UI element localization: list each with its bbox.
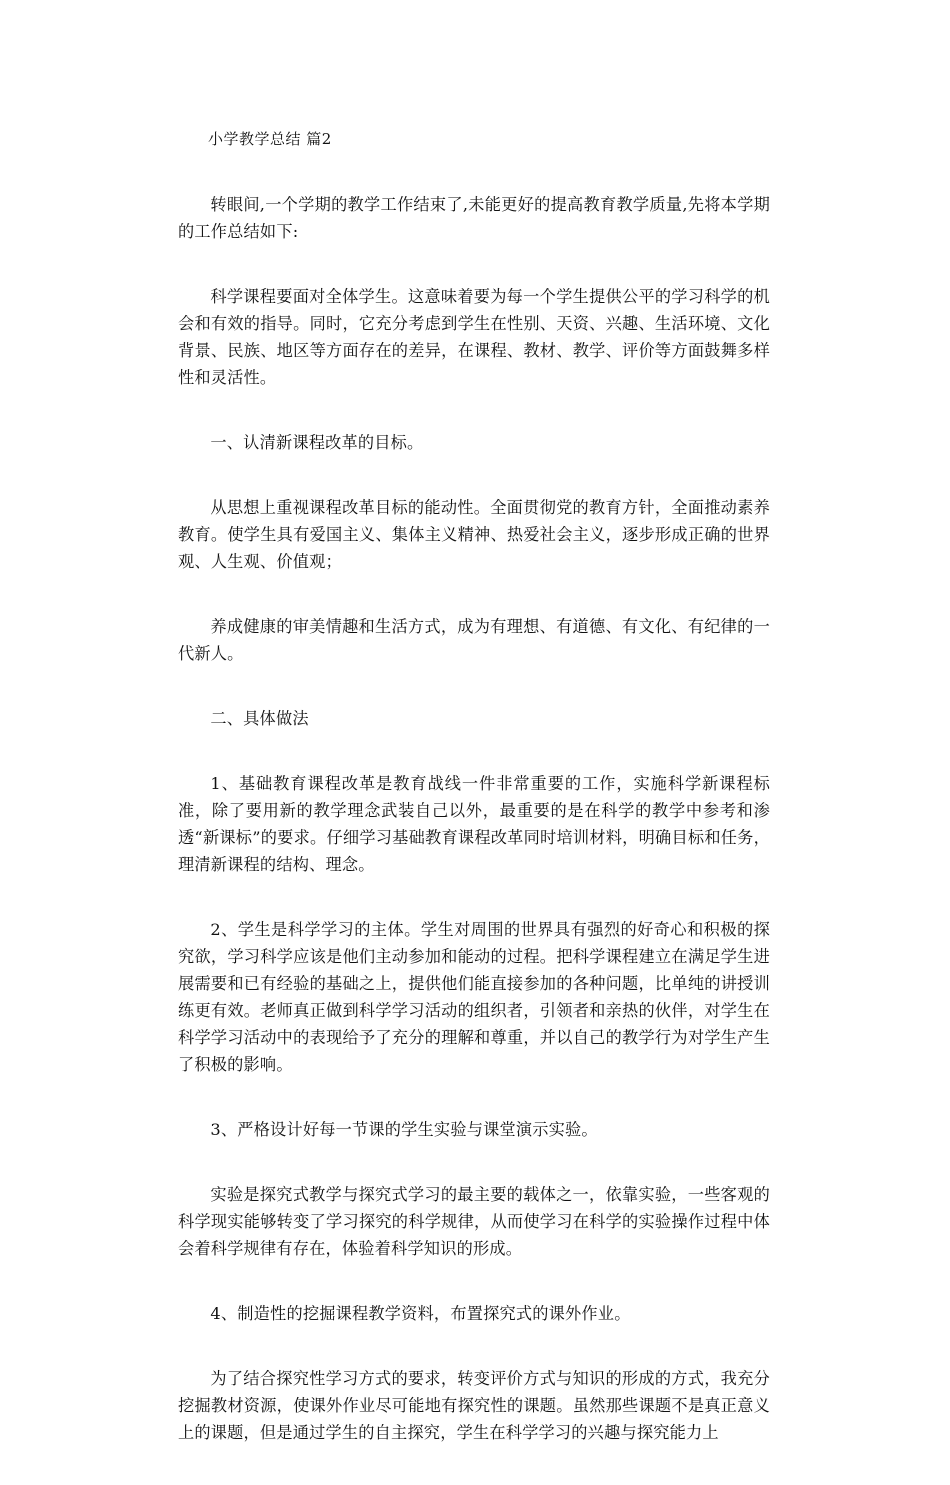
paragraph-method-3-heading: 3、严格设计好每一节课的学生实验与课堂演示实验。	[210, 1120, 598, 1139]
section-heading-methods: 二、具体做法	[210, 709, 309, 728]
paragraph-method-4-heading: 4、制造性的挖掘课程教学资料，布置探究式的课外作业。	[210, 1304, 631, 1323]
paragraph-method-2: 2、学生是科学学习的主体。学生对周围的世界具有强烈的好奇心和积极的探究欲，学习科学应该是他们主动参加和能动的过程。把科学课程建立在满足学生进展需要和已有经验的基础之上，提供他们能直接参加的各种问题，比单纯的讲授训练更有效。老师真正做到科学学习活动的组织者，引领者和亲热的伙伴，对学生在科学学习活动中的表现给予了充分的理解和尊重，并以自己的教学行为对学生产生了积极的影响。	[178, 920, 770, 1074]
paragraph-experiment: 实验是探究式教学与探究式学习的最主要的载体之一，依靠实验，一些客观的科学现实能够转变了学习探究的科学规律，从而使学习在科学的实验操作过程中体会着科学规律有存在，体验着科学知识的形成。	[178, 1185, 770, 1258]
document-title: 小学教学总结 篇2	[208, 130, 332, 148]
paragraph-intro: 转眼间,一个学期的教学工作结束了,未能更好的提高教育教学质量,先将本学期的工作总结如下:	[178, 195, 770, 241]
section-heading-goals: 一、认清新课程改革的目标。	[210, 433, 424, 452]
paragraph-method-1: 1、基础教育课程改革是教育战线一件非常重要的工作，实施科学新课程标准，除了要用新的教学理念武装自己以外，最重要的是在科学的教学中参考和渗透“新课标”的要求。仔细学习基础教育课程改革同时培训材料，明确目标和任务，理清新课程的结构、理念。	[178, 774, 770, 874]
document-body	[178, 126, 770, 1485]
paragraph-new-generation: 养成健康的审美情趣和生活方式，成为有理想、有道德、有文化、有纪律的一代新人。	[178, 617, 770, 663]
paragraph-goals-detail: 从思想上重视课程改革目标的能动性。全面贯彻党的教育方针，全面推动素养教育。使学生具有爱国主义、集体主义精神、热爱社会主义，逐步形成正确的世界观、人生观、价值观；	[178, 498, 770, 571]
paragraph-homework: 为了结合探究性学习方式的要求，转变评价方式与知识的形成的方式，我充分挖掘教材资源，使课外作业尽可能地有探究性的课题。虽然那些课题不是真正意义上的课题，但是通过学生的自主探究，学生在科学学习的兴趣与探究能力上	[178, 1369, 770, 1442]
paragraph-course-overview: 科学课程要面对全体学生。这意味着要为每一个学生提供公平的学习科学的机会和有效的指导。同时，它充分考虑到学生在性别、天资、兴趣、生活环境、文化背景、民族、地区等方面存在的差异，在课程、教材、教学、评价等方面鼓舞多样性和灵活性。	[178, 287, 770, 387]
